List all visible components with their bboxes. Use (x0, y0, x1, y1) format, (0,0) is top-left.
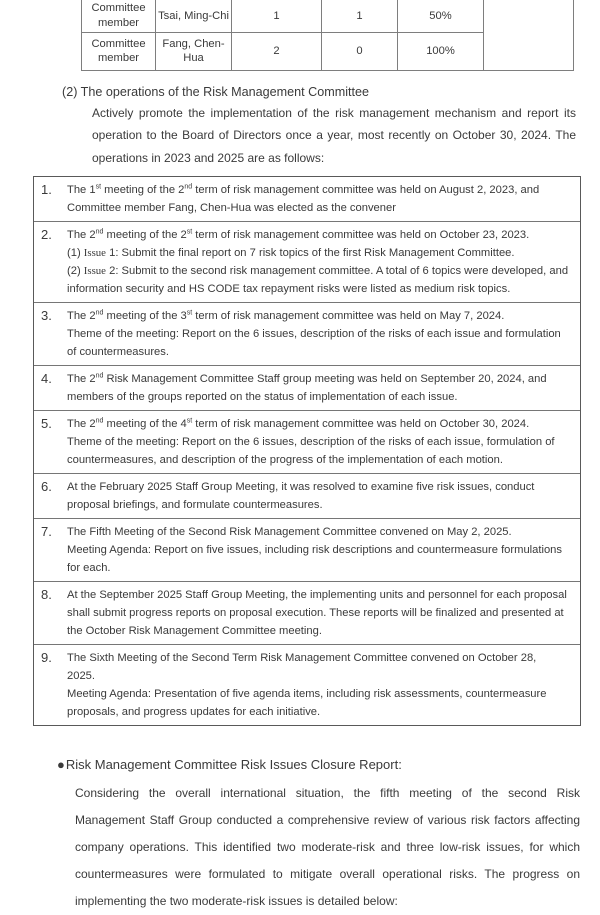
meeting-number: 1. (41, 182, 52, 197)
meeting-text: The 2nd Risk Management Committee Staff group meeting was held on September 20, 2024, and members of the groups reported on the status of implementation of each issue. (67, 372, 547, 403)
meeting-text: The 1st meeting of the 2nd term of risk management committee was held on August 2, 2023, and Committee member Fang, Chen-Hua was elected as the convener (67, 183, 540, 214)
meeting-item (34, 582, 580, 645)
committee-attendance-table (81, 0, 574, 71)
closure-title-text: Risk Management Committee Risk Issues Closure Report: (65, 757, 402, 772)
closure-report-section (0, 756, 600, 915)
table-cell-role: Committee member (82, 0, 156, 32)
meetings-list (33, 176, 581, 726)
closure-title (57, 756, 600, 774)
table-cell-count: 1 (322, 0, 398, 32)
meeting-number: 9. (41, 650, 52, 665)
table-cell-name: Tsai, Ming-Chi (156, 0, 232, 32)
meeting-item (34, 411, 580, 474)
meeting-item (34, 519, 580, 582)
meeting-text: The 2nd meeting of the 4st term of risk management committee was held on October 30, 2024. Theme of the meeting: Report on the 6 issues, description of the risks of each issue, formulation of countermeasures, and description of the progress of the implementation of each motion. (67, 417, 555, 466)
section-heading: (2) The operations of the Risk Management Committee (62, 84, 370, 99)
closure-body: Considering the overall international situation, the fifth meeting of the second Risk Management Staff Group conducted a comprehensive review of various risk factors affecting company operations. This identified two moderate-risk and three low-risk issues, for which countermeasures were formulated to mitigate overall operational risks. The progress on implementing the two moderate-risk issues is detailed below: (75, 786, 580, 908)
meeting-number: 3. (41, 308, 52, 323)
meeting-item (34, 645, 580, 725)
table-cell-count: 1 (232, 0, 322, 32)
meeting-text: The Sixth Meeting of the Second Term Risk Management Committee convened on October 28, 2025. Meeting Agenda: Presentation of five agenda items, including risk assessments, countermeasure proposals, and progress updates for each initiative. (67, 652, 547, 718)
meeting-text: The Fifth Meeting of the Second Risk Management Committee convened on May 2, 2025. Meeting Agenda: Report on five issues, including risk descriptions and countermeasure formulations for each. (67, 526, 563, 574)
table-cell-name: Fang, Chen-Hua (156, 32, 232, 70)
meeting-item (34, 366, 580, 411)
table-cell-count: 0 (322, 32, 398, 70)
meeting-number: 5. (41, 416, 52, 431)
table-cell-count: 2 (232, 32, 322, 70)
meeting-number: 4. (41, 371, 52, 386)
table-cell-note (484, 0, 574, 70)
table-cell-rate: 50% (398, 0, 484, 32)
meeting-item (34, 177, 580, 222)
meeting-item (34, 474, 580, 519)
bullet-icon: ● (57, 757, 65, 772)
meeting-item (34, 303, 580, 366)
meeting-text: The 2nd meeting of the 2st term of risk management committee was held on October 23, 2023. (1) Issue 1: Submit the final report on 7 risk topics of the first Risk Management Committee. (2) Issue 2: Submit to the second risk management committee. A total of 6 topics were developed, and information security and HS CODE tax repayment risks were listed as medium risk topics. (67, 228, 569, 295)
table-row (82, 0, 574, 32)
table-cell-role: Committee member (82, 32, 156, 70)
table-cell-rate: 100% (398, 32, 484, 70)
meeting-item (34, 222, 580, 303)
meeting-text: The 2nd meeting of the 3st term of risk management committee was held on May 7, 2024. Theme of the meeting: Report on the 6 issues, description of the risks of each issue and formulation of countermeasures. (67, 309, 561, 358)
section-intro: Actively promote the implementation of the risk management mechanism and report its operation to the Board of Directors once a year, most recently on October 30, 2024. The operations in 2023 and 2025 are as follows: (92, 105, 576, 165)
meeting-number: 7. (41, 524, 52, 539)
meeting-text: At the September 2025 Staff Group Meeting, the implementing units and personnel for each proposal shall submit progress reports on proposal execution. These reports will be finalized and presented at the October Risk Management Committee meeting. (67, 589, 567, 637)
meeting-number: 8. (41, 587, 52, 602)
meeting-number: 6. (41, 479, 52, 494)
meeting-text: At the February 2025 Staff Group Meeting, it was resolved to examine five risk issues, conduct proposal briefings, and formulate countermeasures. (67, 481, 535, 511)
meeting-number: 2. (41, 227, 52, 242)
